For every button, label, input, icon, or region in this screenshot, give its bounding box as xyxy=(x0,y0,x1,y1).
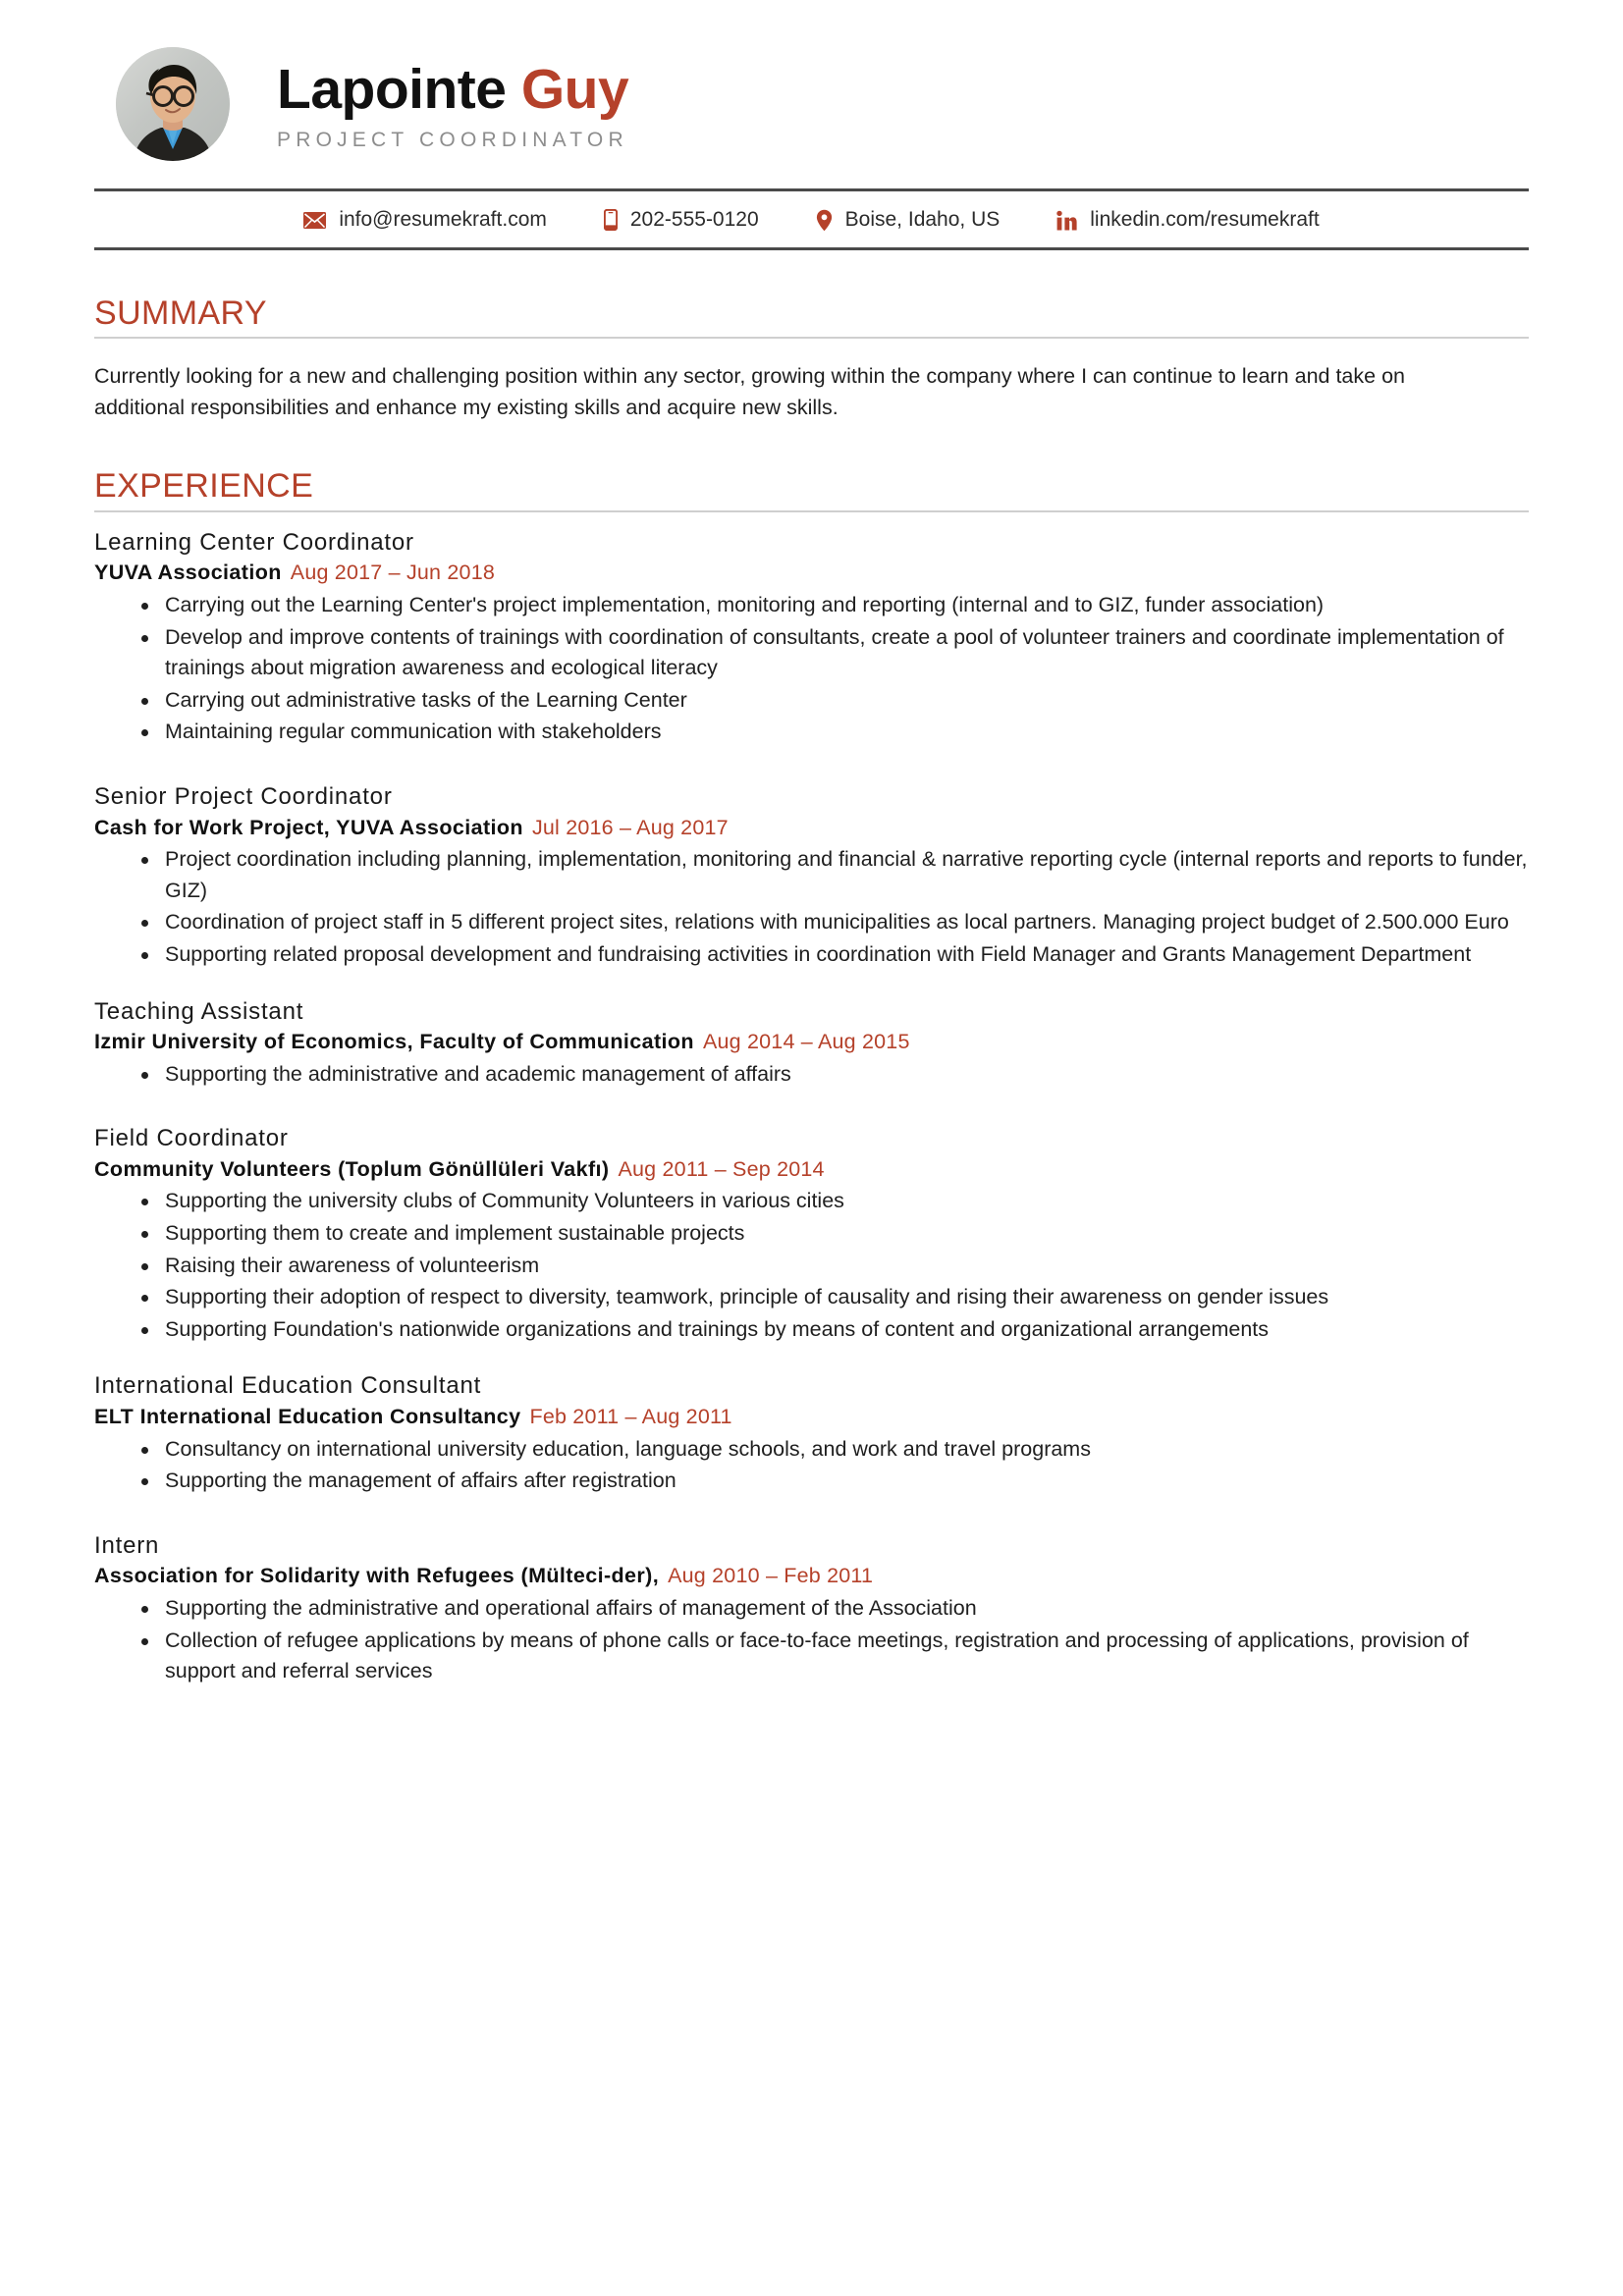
experience-item xyxy=(94,781,1529,971)
experience-bullet: Coordination of project staff in 5 different project sites, relations with municipalities as local partners. Managing project budget of 2.500.000 Euro xyxy=(141,907,1529,938)
experience-bullet: Raising their awareness of volunteerism xyxy=(141,1251,1529,1282)
experience-item xyxy=(94,1370,1529,1496)
experience-item xyxy=(94,1530,1529,1687)
experience-item-bullets xyxy=(94,1186,1529,1345)
experience-item-dates: Jul 2016 – Aug 2017 xyxy=(531,815,729,839)
last-name: Guy xyxy=(520,58,629,122)
summary-text: Currently looking for a new and challenging position within any sector, growing within the company where I can continue to learn and take on additional responsibilities and enhance my existing skills and acquire new skills. xyxy=(94,363,1405,420)
experience-item-organization: Cash for Work Project, YUVA Association xyxy=(94,815,523,839)
experience-heading: EXPERIENCE xyxy=(94,467,314,506)
experience-item-dates: Aug 2010 – Feb 2011 xyxy=(668,1564,874,1588)
experience-item-bullets xyxy=(94,844,1529,970)
avatar xyxy=(116,47,230,161)
experience-divider xyxy=(94,510,1529,512)
experience-item-dates: Feb 2011 – Aug 2011 xyxy=(529,1405,732,1429)
experience-item-meta xyxy=(94,1561,1529,1591)
experience-bullet: Supporting related proposal development and fundraising activities in coordination with Field Manager and Grants Management Department xyxy=(141,939,1529,971)
experience-item-meta xyxy=(94,558,1529,588)
experience-item-meta xyxy=(94,813,1529,843)
contact-location-text: Boise, Idaho, US xyxy=(844,208,1001,231)
experience-item xyxy=(94,996,1529,1091)
experience-bullet: Supporting the management of affairs after registration xyxy=(141,1466,1529,1497)
experience-item-title: Field Coordinator xyxy=(94,1125,289,1152)
envelope-icon xyxy=(303,212,326,229)
mobile-phone-icon xyxy=(604,209,618,231)
experience-item-dates: Aug 2014 – Aug 2015 xyxy=(702,1030,910,1054)
experience-item-meta xyxy=(94,1154,1529,1185)
contact-bar-bottom-rule xyxy=(94,247,1529,250)
experience-item-title: International Education Consultant xyxy=(94,1372,482,1400)
experience-bullet: Supporting them to create and implement sustainable projects xyxy=(141,1218,1529,1250)
name-block xyxy=(277,56,628,152)
map-pin-icon xyxy=(816,209,833,232)
section-experience xyxy=(94,468,1529,1686)
resume-header xyxy=(94,0,1529,188)
contact-phone-text: 202-555-0120 xyxy=(629,208,759,231)
experience-item-bullets xyxy=(94,1059,1529,1091)
experience-item-bullets xyxy=(94,590,1529,748)
experience-item-bullets xyxy=(94,1593,1529,1687)
experience-item-organization: Association for Solidarity with Refugees (Mülteci-der), xyxy=(94,1564,660,1588)
experience-item-meta xyxy=(94,1402,1529,1432)
experience-item xyxy=(94,1123,1529,1345)
experience-bullet: Supporting Foundation's nationwide organizations and trainings by means of content and organizational arrangements xyxy=(141,1314,1529,1346)
experience-item-organization: ELT International Education Consultancy xyxy=(94,1405,521,1429)
experience-item-meta xyxy=(94,1027,1529,1057)
contact-linkedin[interactable] xyxy=(1056,208,1319,232)
contact-email[interactable] xyxy=(303,208,547,232)
experience-bullet: Supporting the administrative and academic management of affairs xyxy=(141,1059,1529,1091)
experience-item-dates: Aug 2017 – Jun 2018 xyxy=(290,561,496,585)
full-name xyxy=(277,60,628,121)
contact-linkedin-text: linkedin.com/resumekraft xyxy=(1090,208,1320,231)
experience-item-dates: Aug 2011 – Sep 2014 xyxy=(618,1156,825,1181)
contact-phone[interactable] xyxy=(604,208,759,232)
experience-bullet: Develop and improve contents of trainings with coordination of consultants, create a pool of volunteer trainers and coordinate implementation of trainings about migration awareness and ecological literacy xyxy=(141,622,1529,684)
linkedin-icon xyxy=(1056,210,1077,231)
section-summary xyxy=(94,295,1529,423)
spacer xyxy=(94,752,1529,781)
experience-item-title: Teaching Assistant xyxy=(94,997,304,1025)
experience-item-organization: Izmir University of Economics, Faculty of Communication xyxy=(94,1030,694,1054)
experience-item xyxy=(94,527,1529,748)
spacer xyxy=(94,1501,1529,1530)
contact-email-text: info@resumekraft.com xyxy=(339,208,547,231)
experience-bullet: Project coordination including planning, implementation, monitoring and financial & narrative reporting cycle (internal reports and reports to funder, GIZ) xyxy=(141,844,1529,906)
experience-item-bullets xyxy=(94,1434,1529,1497)
contact-location[interactable] xyxy=(816,208,1001,232)
experience-item-title: Intern xyxy=(94,1531,160,1559)
experience-bullet: Collection of refugee applications by means of phone calls or face-to-face meetings, registration and processing of applications, provision of support and referral services xyxy=(141,1626,1529,1687)
experience-job-list xyxy=(94,527,1529,1687)
experience-item-title: Learning Center Coordinator xyxy=(94,528,414,556)
experience-item-organization: YUVA Association xyxy=(94,561,282,585)
contact-bar xyxy=(94,191,1529,247)
experience-bullet: Consultancy on international university education, language schools, and work and travel programs xyxy=(141,1434,1529,1466)
job-role-subtitle: PROJECT COORDINATOR xyxy=(277,128,628,151)
experience-item-organization: Community Volunteers (Toplum Gönüllüleri Vakfı) xyxy=(94,1156,610,1181)
spacer xyxy=(94,1094,1529,1123)
experience-item-title: Senior Project Coordinator xyxy=(94,782,393,810)
summary-divider xyxy=(94,337,1529,339)
experience-bullet: Supporting the administrative and operational affairs of management of the Association xyxy=(141,1593,1529,1625)
experience-bullet: Carrying out administrative tasks of the Learning Center xyxy=(141,685,1529,717)
summary-heading: SUMMARY xyxy=(94,294,267,332)
first-name: Lapointe xyxy=(277,58,507,122)
experience-bullet: Supporting their adoption of respect to diversity, teamwork, principle of causality and rising their awareness on gender issues xyxy=(141,1282,1529,1313)
experience-bullet: Supporting the university clubs of Community Volunteers in various cities xyxy=(141,1186,1529,1217)
experience-bullet: Carrying out the Learning Center's project implementation, monitoring and reporting (internal and to GIZ, funder association) xyxy=(141,590,1529,621)
experience-bullet: Maintaining regular communication with stakeholders xyxy=(141,717,1529,748)
